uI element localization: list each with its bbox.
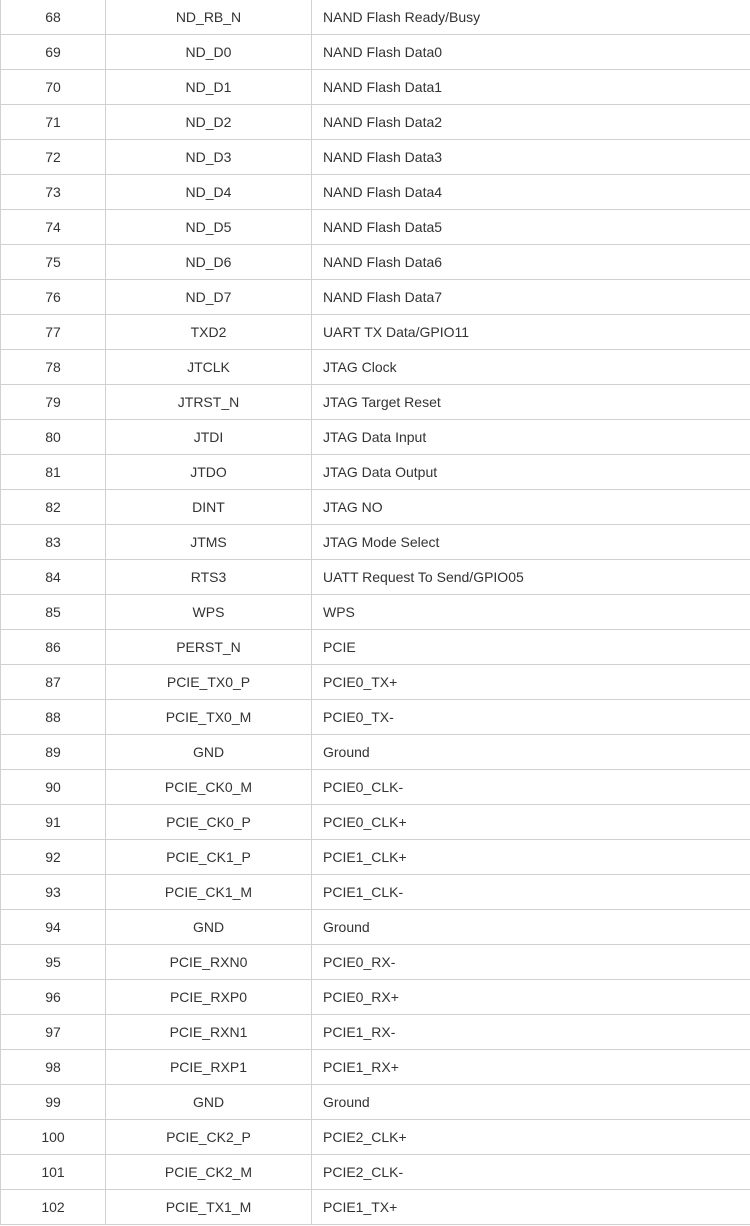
table-row <box>1 525 750 560</box>
pin-number-cell: 97 <box>1 1015 106 1050</box>
pin-name-cell: PCIE_RXP0 <box>106 980 312 1015</box>
table-row <box>1 875 750 910</box>
pin-description-cell: NAND Flash Data7 <box>312 280 750 315</box>
table-row <box>1 560 750 595</box>
table-row <box>1 630 750 665</box>
pin-name-cell: RTS3 <box>106 560 312 595</box>
table-row <box>1 735 750 770</box>
pin-number-cell: 72 <box>1 140 106 175</box>
pin-name-cell: ND_D7 <box>106 280 312 315</box>
pin-name-cell: WPS <box>106 595 312 630</box>
pin-number-cell: 78 <box>1 350 106 385</box>
pin-number-cell: 81 <box>1 455 106 490</box>
pin-description-cell: JTAG Clock <box>312 350 750 385</box>
pin-description-cell: NAND Flash Ready/Busy <box>312 0 750 35</box>
pin-number-cell: 90 <box>1 770 106 805</box>
pin-name-cell: ND_D3 <box>106 140 312 175</box>
pin-name-cell: PCIE_TX0_P <box>106 665 312 700</box>
pin-name-cell: PCIE_CK2_M <box>106 1155 312 1190</box>
pin-description-cell: JTAG Data Output <box>312 455 750 490</box>
pin-description-cell: UATT Request To Send/GPIO05 <box>312 560 750 595</box>
pin-description-cell: NAND Flash Data1 <box>312 70 750 105</box>
pin-description-cell: JTAG Data Input <box>312 420 750 455</box>
table-row <box>1 350 750 385</box>
pin-number-cell: 77 <box>1 315 106 350</box>
table-row <box>1 420 750 455</box>
pin-description-cell: PCIE1_TX+ <box>312 1190 750 1225</box>
pin-name-cell: PCIE_TX1_M <box>106 1190 312 1225</box>
pin-name-cell: PCIE_CK2_P <box>106 1120 312 1155</box>
table-row <box>1 140 750 175</box>
pin-name-cell: TXD2 <box>106 315 312 350</box>
pin-number-cell: 93 <box>1 875 106 910</box>
pin-description-cell: Ground <box>312 735 750 770</box>
pin-name-cell: ND_D5 <box>106 210 312 245</box>
pin-name-cell: ND_D4 <box>106 175 312 210</box>
pin-number-cell: 86 <box>1 630 106 665</box>
table-row <box>1 1155 750 1190</box>
pin-description-cell: PCIE0_TX+ <box>312 665 750 700</box>
pin-description-cell: NAND Flash Data2 <box>312 105 750 140</box>
pin-number-cell: 84 <box>1 560 106 595</box>
pin-description-cell: WPS <box>312 595 750 630</box>
table-row <box>1 175 750 210</box>
pin-name-cell: JTDO <box>106 455 312 490</box>
table-row <box>1 105 750 140</box>
pin-description-cell: Ground <box>312 1085 750 1120</box>
pin-name-cell: PERST_N <box>106 630 312 665</box>
pin-number-cell: 95 <box>1 945 106 980</box>
pin-name-cell: PCIE_RXN0 <box>106 945 312 980</box>
pin-name-cell: PCIE_RXN1 <box>106 1015 312 1050</box>
pin-description-cell: NAND Flash Data3 <box>312 140 750 175</box>
table-row <box>1 840 750 875</box>
pin-number-cell: 98 <box>1 1050 106 1085</box>
table-row <box>1 245 750 280</box>
table-row <box>1 665 750 700</box>
pin-description-cell: NAND Flash Data4 <box>312 175 750 210</box>
pin-description-cell: PCIE0_RX- <box>312 945 750 980</box>
table-row <box>1 490 750 525</box>
pin-description-cell: UART TX Data/GPIO11 <box>312 315 750 350</box>
table-row <box>1 210 750 245</box>
table-row <box>1 70 750 105</box>
pin-table-body <box>1 0 750 1225</box>
pin-description-cell: PCIE2_CLK+ <box>312 1120 750 1155</box>
pin-description-cell: PCIE0_CLK- <box>312 770 750 805</box>
pin-description-cell: PCIE0_CLK+ <box>312 805 750 840</box>
pin-number-cell: 80 <box>1 420 106 455</box>
table-row <box>1 910 750 945</box>
pin-description-cell: PCIE2_CLK- <box>312 1155 750 1190</box>
table-row <box>1 280 750 315</box>
pin-description-cell: Ground <box>312 910 750 945</box>
table-row <box>1 385 750 420</box>
pin-number-cell: 88 <box>1 700 106 735</box>
table-row <box>1 35 750 70</box>
pin-number-cell: 101 <box>1 1155 106 1190</box>
pin-number-cell: 87 <box>1 665 106 700</box>
pin-number-cell: 74 <box>1 210 106 245</box>
pin-name-cell: ND_D2 <box>106 105 312 140</box>
pin-name-cell: DINT <box>106 490 312 525</box>
pin-name-cell: ND_D6 <box>106 245 312 280</box>
pin-description-cell: NAND Flash Data6 <box>312 245 750 280</box>
pin-number-cell: 82 <box>1 490 106 525</box>
table-row <box>1 1120 750 1155</box>
pin-description-cell: JTAG Mode Select <box>312 525 750 560</box>
pin-number-cell: 85 <box>1 595 106 630</box>
pin-description-cell: PCIE1_RX+ <box>312 1050 750 1085</box>
pin-number-cell: 68 <box>1 0 106 35</box>
pin-number-cell: 99 <box>1 1085 106 1120</box>
table-row <box>1 595 750 630</box>
pin-description-cell: PCIE0_TX- <box>312 700 750 735</box>
pin-description-cell: PCIE <box>312 630 750 665</box>
pin-number-cell: 91 <box>1 805 106 840</box>
pin-description-cell: PCIE1_RX- <box>312 1015 750 1050</box>
table-row <box>1 0 750 35</box>
pin-name-cell: ND_RB_N <box>106 0 312 35</box>
table-row <box>1 455 750 490</box>
table-row <box>1 805 750 840</box>
pin-name-cell: GND <box>106 735 312 770</box>
pin-number-cell: 102 <box>1 1190 106 1225</box>
pin-name-cell: PCIE_CK1_M <box>106 875 312 910</box>
pin-number-cell: 73 <box>1 175 106 210</box>
table-row <box>1 700 750 735</box>
pin-number-cell: 69 <box>1 35 106 70</box>
pin-number-cell: 92 <box>1 840 106 875</box>
pin-description-cell: PCIE1_CLK- <box>312 875 750 910</box>
pin-description-cell: JTAG NO <box>312 490 750 525</box>
pin-number-cell: 94 <box>1 910 106 945</box>
pin-number-cell: 70 <box>1 70 106 105</box>
pin-description-cell: NAND Flash Data0 <box>312 35 750 70</box>
table-row <box>1 980 750 1015</box>
pin-name-cell: PCIE_CK0_M <box>106 770 312 805</box>
pin-name-cell: PCIE_RXP1 <box>106 1050 312 1085</box>
pin-number-cell: 89 <box>1 735 106 770</box>
pin-name-cell: PCIE_CK0_P <box>106 805 312 840</box>
table-row <box>1 770 750 805</box>
pin-name-cell: JTRST_N <box>106 385 312 420</box>
pin-number-cell: 75 <box>1 245 106 280</box>
pin-description-cell: NAND Flash Data5 <box>312 210 750 245</box>
pin-number-cell: 100 <box>1 1120 106 1155</box>
pin-description-cell: PCIE1_CLK+ <box>312 840 750 875</box>
table-row <box>1 1085 750 1120</box>
pin-name-cell: PCIE_TX0_M <box>106 700 312 735</box>
pin-number-cell: 96 <box>1 980 106 1015</box>
pin-description-cell: JTAG Target Reset <box>312 385 750 420</box>
table-row <box>1 315 750 350</box>
pin-name-cell: JTDI <box>106 420 312 455</box>
table-row <box>1 1050 750 1085</box>
pin-number-cell: 71 <box>1 105 106 140</box>
table-row <box>1 1015 750 1050</box>
table-row <box>1 1190 750 1225</box>
pin-description-cell: PCIE0_RX+ <box>312 980 750 1015</box>
pin-name-cell: ND_D0 <box>106 35 312 70</box>
pin-name-cell: ND_D1 <box>106 70 312 105</box>
pin-number-cell: 83 <box>1 525 106 560</box>
pin-name-cell: JTMS <box>106 525 312 560</box>
table-row <box>1 945 750 980</box>
pin-number-cell: 79 <box>1 385 106 420</box>
pin-name-cell: JTCLK <box>106 350 312 385</box>
pin-number-cell: 76 <box>1 280 106 315</box>
pin-name-cell: GND <box>106 910 312 945</box>
pin-name-cell: GND <box>106 1085 312 1120</box>
pin-name-cell: PCIE_CK1_P <box>106 840 312 875</box>
